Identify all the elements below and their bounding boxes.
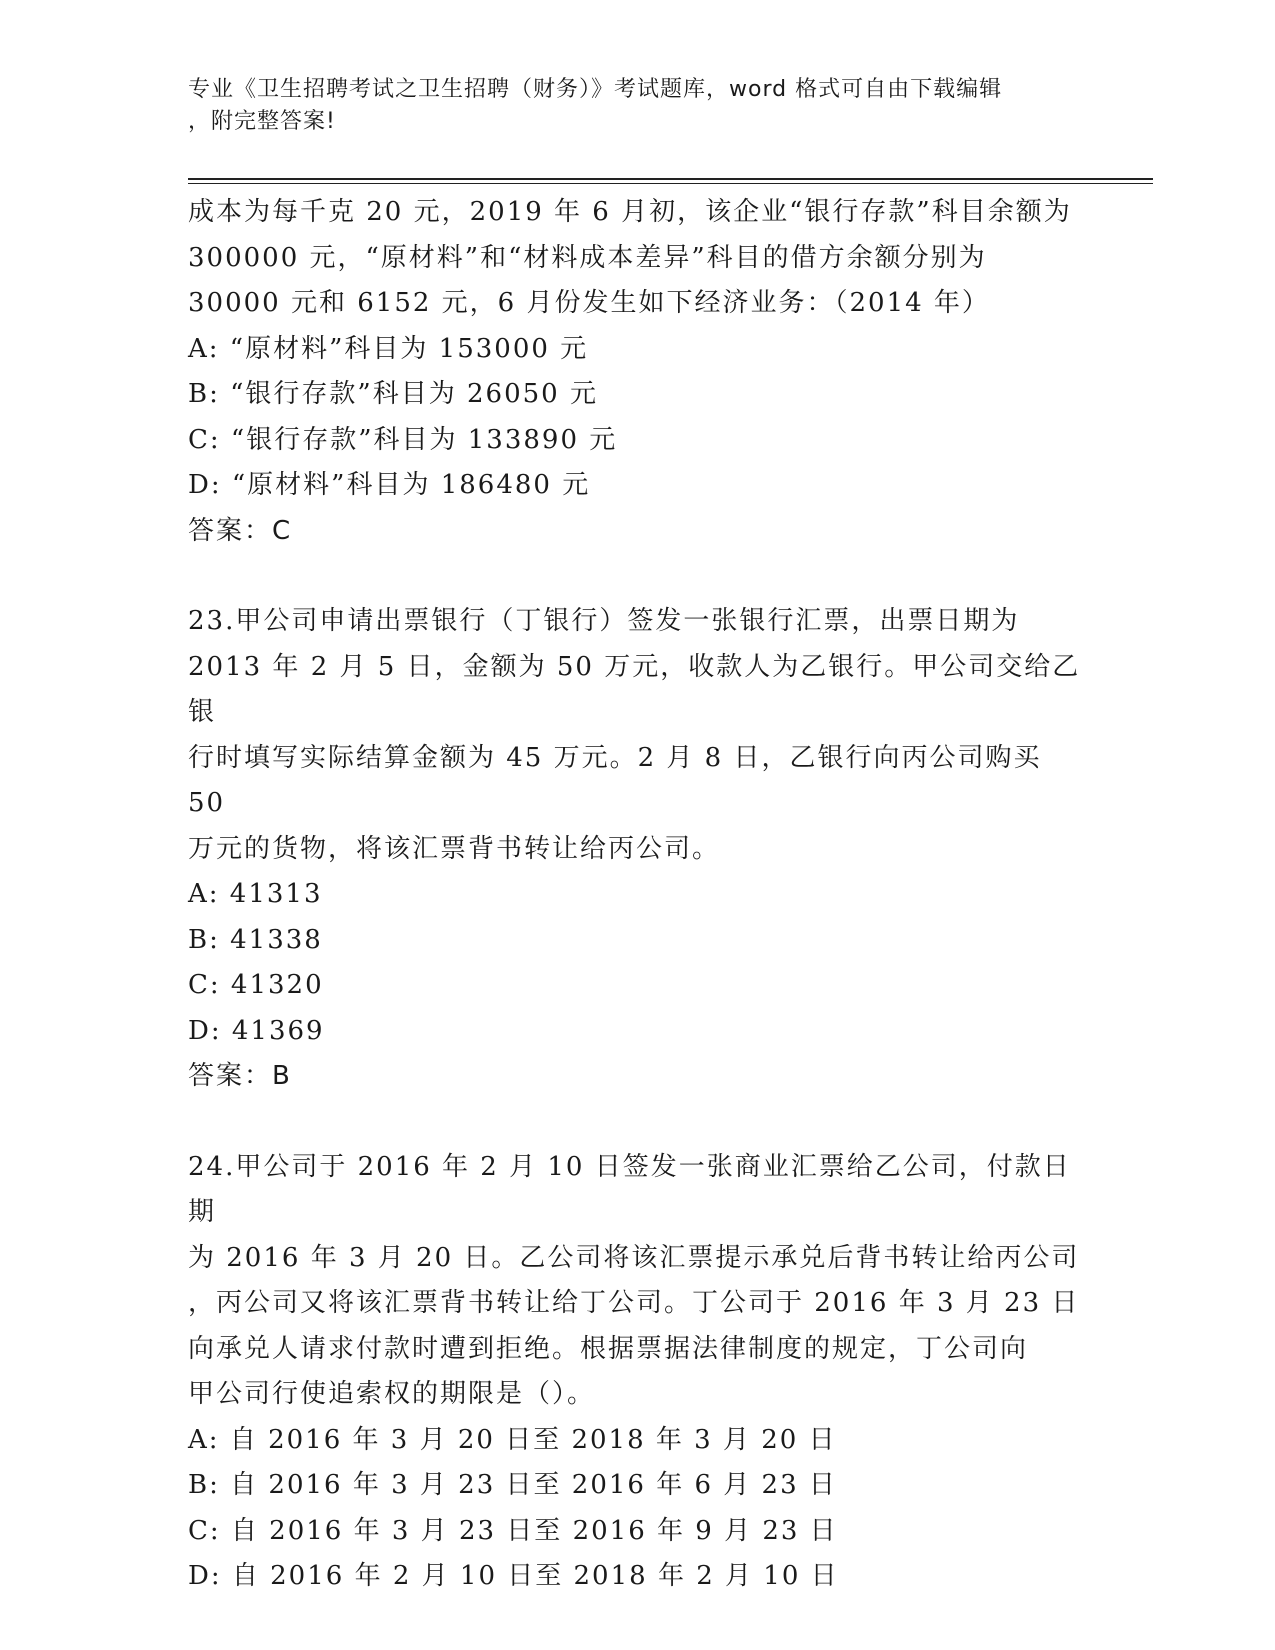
question-text-line: 23.甲公司申请出票银行（丁银行）签发一张银行汇票，出票日期为	[188, 606, 1020, 636]
question-text-line: 甲公司行使追索权的期限是（）。	[188, 1379, 596, 1409]
question-text-line: 24.甲公司于 2016 年 2 月 10 日签发一张商业汇票给乙公司，付款日期	[188, 1151, 1071, 1227]
question-23	[188, 599, 1088, 1100]
option-c: C: 自 2016 年 3 月 23 日至 2016 年 9 月 23 日	[188, 1515, 838, 1546]
question-content	[188, 190, 1088, 1600]
question-24	[188, 1145, 1088, 1600]
question-text-line: 万元的货物，将该汇票背书转让给丙公司。	[188, 833, 721, 864]
option-b: B: 自 2016 年 3 月 23 日至 2016 年 6 月 23 日	[188, 1470, 837, 1500]
option-c: C: 41320	[188, 970, 324, 1000]
spacer	[188, 1100, 1088, 1145]
question-text-line: 300000 元，“原材料”和“材料成本差异”科目的借方余额分别为	[188, 242, 987, 273]
question-text-line: 成本为每千克 20 元，2019 年 6 月初，该企业“银行存款”科目余额为	[188, 197, 1072, 227]
option-c: C: “银行存款”科目为 133890 元	[188, 424, 618, 455]
option-d: D: 自 2016 年 2 月 10 日至 2018 年 2 月 10 日	[188, 1561, 839, 1591]
question-text-line: 2013 年 2 月 5 日，金额为 50 万元，收款人为乙银行。甲公司交给乙银	[188, 651, 1081, 727]
header-line-2: ，附完整答案!	[188, 109, 336, 134]
option-a: A: “原材料”科目为 153000 元	[188, 333, 589, 364]
question-text-line: ，丙公司又将该汇票背书转让给丁公司。丁公司于 2016 年 3 月 23 日	[188, 1288, 1080, 1318]
question-text-line: 30000 元和 6152 元，6 月份发生如下经济业务：（2014 年）	[188, 288, 990, 318]
header-line-1: 专业《卫生招聘考试之卫生招聘（财务）》考试题库，word 格式可自由下载编辑	[188, 77, 1003, 102]
answer: 答案：C	[188, 515, 293, 546]
option-b: B: “银行存款”科目为 26050 元	[188, 379, 598, 409]
option-d: D: “原材料”科目为 186480 元	[188, 470, 591, 500]
header-divider	[188, 178, 1153, 184]
option-a: A: 自 2016 年 3 月 20 日至 2018 年 3 月 20 日	[188, 1424, 837, 1455]
page-header	[188, 74, 1088, 138]
option-d: D: 41369	[188, 1015, 325, 1046]
question-text-line: 为 2016 年 3 月 20 日。乙公司将该汇票提示承兑后背书转让给丙公司	[188, 1242, 1080, 1273]
spacer	[188, 554, 1088, 599]
question-text-line: 行时填写实际结算金额为 45 万元。2 月 8 日，乙银行向丙公司购买 50	[188, 742, 1042, 818]
option-b: B: 41338	[188, 924, 323, 955]
option-a: A: 41313	[188, 879, 323, 909]
question-text-line: 向承兑人请求付款时遭到拒绝。根据票据法律制度的规定，丁公司向	[188, 1333, 1029, 1364]
answer: 答案：B	[188, 1061, 292, 1091]
question-22	[188, 190, 1088, 554]
